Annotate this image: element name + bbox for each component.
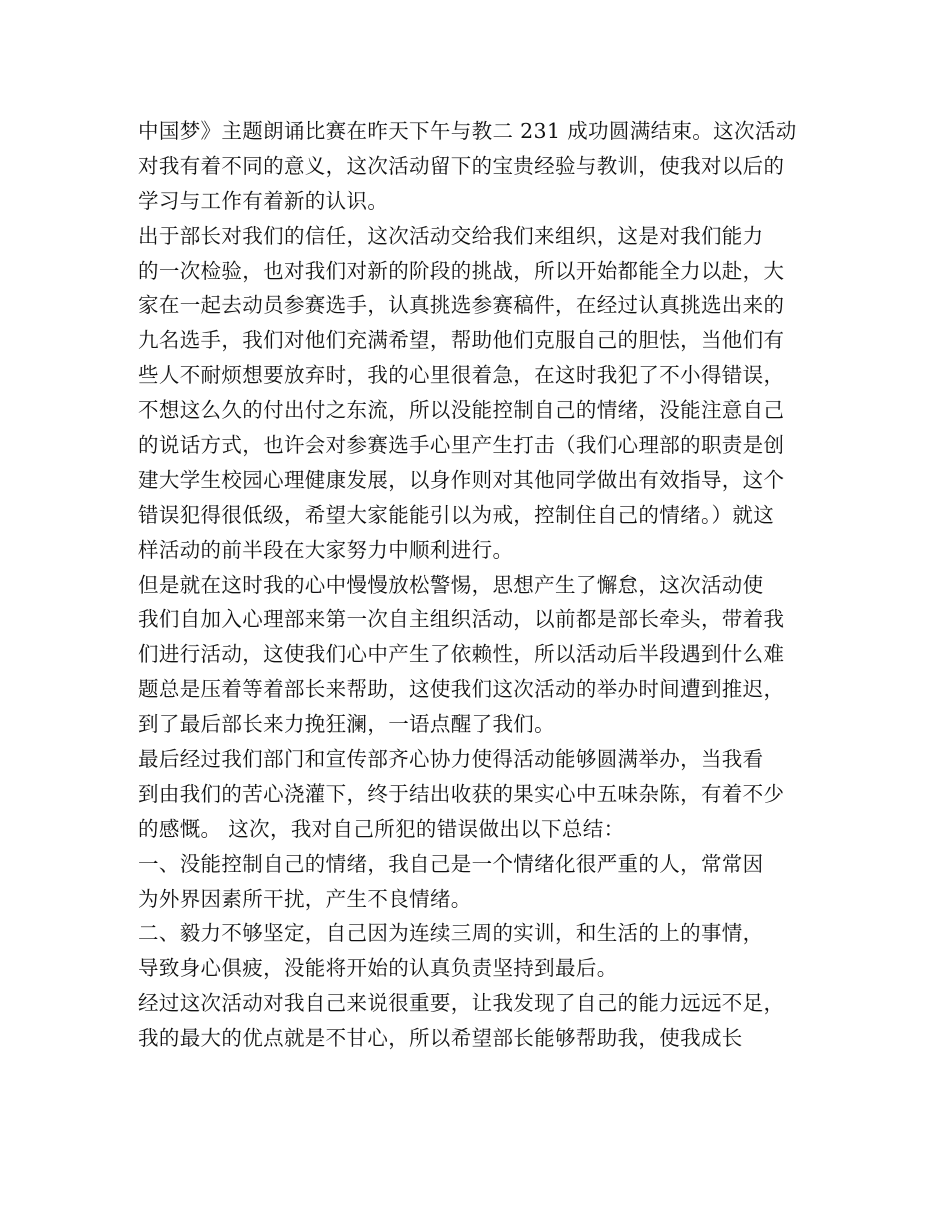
text-line: 但是就在这时我的心中慢慢放松警惕，思想产生了懈怠，这次活动使 <box>138 572 764 597</box>
text-line: 中国梦》主题朗诵比赛在昨天下午与教二 231 成功圆满结束。这次活动 <box>138 119 797 143</box>
text-line: 为外界因素所干扰，产生不良情绪。 <box>138 886 472 911</box>
text-line: 错误犯得很低级，希望大家能能引以为戒，控制住自己的情绪。）就这 <box>138 502 775 527</box>
text-line: 我的最大的优点就是不甘心，所以希望部长能够帮助我，使我成长 <box>138 1026 743 1051</box>
text-line: 经过这次活动对我自己来说很重要，让我发现了自己的能力远远不足， <box>138 991 785 1016</box>
text-line: 学习与工作有着新的认识。 <box>138 188 389 213</box>
text-line: 到了最后部长来力挽狂澜，一语点醒了我们。 <box>138 712 555 737</box>
text-line: 们进行活动，这使我们心中产生了依赖性，所以活动后半段遇到什么难 <box>138 642 785 667</box>
document-body <box>138 114 818 1056</box>
text-line: 到由我们的苦心浇灌下，终于结出收获的果实心中五味杂陈，有着不少 <box>138 781 785 806</box>
text-line: 对我有着不同的意义，这次活动留下的宝贵经验与教训，使我对以后的 <box>138 153 785 178</box>
text-line: 的感慨。 这次，我对自己所犯的错误做出以下总结： <box>138 816 625 841</box>
text-line: 不想这么久的付出付之东流，所以没能控制自己的情绪，没能注意自己 <box>138 398 785 423</box>
text-line: 的一次检验，也对我们对新的阶段的挑战，所以开始都能全力以赴，大 <box>138 258 785 283</box>
text-line: 九名选手，我们对他们充满希望，帮助他们克服自己的胆怯，当他们有 <box>138 328 785 353</box>
text-line: 家在一起去动员参赛选手，认真挑选参赛稿件，在经过认真挑选出来的 <box>138 293 785 318</box>
text-line: 样活动的前半段在大家努力中顺利进行。 <box>138 537 514 562</box>
text-line: 题总是压着等着部长来帮助，这使我们这次活动的举办时间遭到推迟， <box>138 677 785 702</box>
text-line: 最后经过我们部门和宣传部齐心协力使得活动能够圆满举办，当我看 <box>138 747 764 772</box>
text-line: 些人不耐烦想要放弃时，我的心里很着急，在这时我犯了不小得错误， <box>138 363 785 388</box>
text-line: 出于部长对我们的信任，这次活动交给我们来组织，这是对我们能力 <box>138 223 764 248</box>
text-line: 一、没能控制自己的情绪，我自己是一个情绪化很严重的人，常常因 <box>138 851 764 876</box>
text-line: 的说话方式，也许会对参赛选手心里产生打击（我们心理部的职责是创 <box>138 433 785 458</box>
text-line: 二、毅力不够坚定，自己因为连续三周的实训，和生活的上的事情， <box>138 921 764 946</box>
text-line: 建大学生校园心理健康发展，以身作则对其他同学做出有效指导，这个 <box>138 467 785 492</box>
text-line: 导致身心俱疲，没能将开始的认真负责坚持到最后。 <box>138 956 618 981</box>
text-line: 我们自加入心理部来第一次自主组织活动，以前都是部长牵头，带着我 <box>138 607 785 632</box>
